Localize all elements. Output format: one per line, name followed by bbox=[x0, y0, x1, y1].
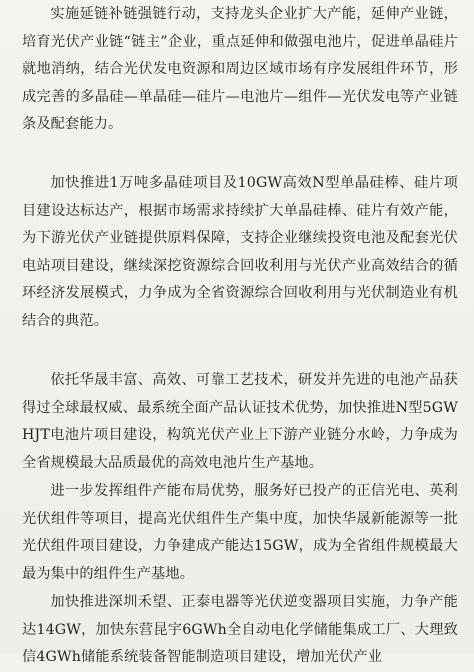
paragraph-inverter-storage: 加快推进深圳禾望、正泰电器等光伏逆变器项目实施，力争产能达14GW，加快东营昆宇6GWh全自动电化学储能集成工厂、大理致信4GWh储能系统装备智能制造项目建设，增加光伏产业 bbox=[22, 594, 458, 666]
paragraph-module-base: 进一步发挥组件产能布局优势，服务好已投产的正信光电、英利光伏组件等项目，提高光伏组件生产集中度，加快华晟新能源等一批光伏组件项目建设，力争建成产能达15GW，成为全省组件规模最大最为集中的组件生产基地。 bbox=[22, 483, 458, 582]
paragraph-cell-base: 依托华晟丰富、高效、可靠工艺技术，研发并先进的电池产品获得过全球最权威、最系统全面产品认证技术优势，加快推进N型5GWHJT电池片项目建设，构筑光伏产业上下游产业链分水岭，力争成为全省规模最大品质最优的高效电池片生产基地。 bbox=[22, 372, 458, 471]
paragraph-extend-chain: 实施延链补链强链行动，支持龙头企业扩大产能，延伸产业链，培育光伏产业链“链主”企业，重点延伸和做强电池片，促进单晶硅片就地消纳，结合光伏发电资源和周边区域市场有序发展组件环节，形成完善的多晶硅—单晶硅—硅片—电池片—组件—光伏发电等产业链条及配套能力。 bbox=[22, 6, 458, 133]
paragraph-polysilicon-project: 加快推进1万吨多晶硅项目及10GW高效N型单晶硅棒、硅片项目建设达标达产，根据市场需求持续扩大单晶硅棒、硅片有效产能，为下游光伏产业链提供原料保障，支持企业继续投资电池及配套光伏电站项目建设，继续深挖资源综合回收利用与光伏产业高效结合的循环经济发展模式，力争成为全省资源综合回收利用与光伏制造业有机结合的典范。 bbox=[22, 175, 458, 329]
